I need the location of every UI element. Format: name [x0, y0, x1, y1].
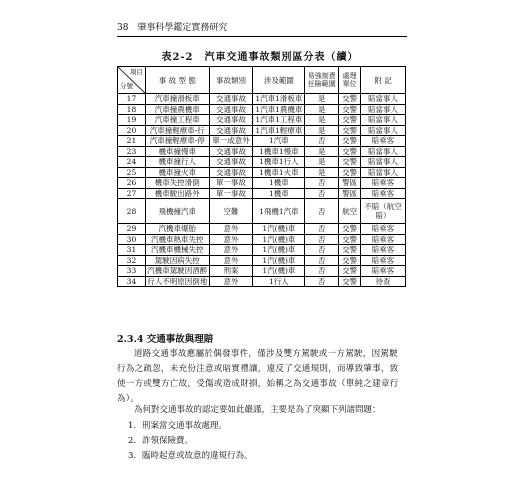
cell-row-number: 24 — [118, 157, 146, 168]
cell-accident-type: 汽車撞滑板車 — [145, 94, 209, 105]
cell-scope: 1汽(機)車 — [253, 255, 305, 266]
cell-handling-unit: 交警 — [339, 266, 361, 277]
cell-remarks: 賠當事人 — [361, 94, 406, 105]
table-row — [118, 178, 406, 189]
cell-accident-type: 汽機車駕駛因酒醉 — [147, 266, 208, 276]
cell-row-number: 21 — [118, 136, 146, 147]
table-row — [118, 276, 406, 287]
table-row — [118, 146, 406, 157]
table-row — [118, 125, 406, 136]
cell-row-number: 18 — [118, 104, 146, 115]
issue-list — [128, 419, 253, 464]
cell-insurance-coverage: 否 — [305, 234, 339, 245]
cell-remarks: 賠乘客 — [361, 245, 406, 256]
table-row — [118, 104, 406, 115]
cell-row-number: 29 — [118, 224, 146, 235]
cell-scope: 1汽車1農機車 — [253, 104, 305, 115]
table-caption: 表2-2 汽車交通事故類別區分表（續） — [161, 52, 359, 63]
cell-row-number: 32 — [118, 255, 146, 266]
cell-scope: 1汽(機)車 — [253, 245, 305, 256]
cell-insurance-coverage: 否 — [305, 224, 339, 235]
cell-scope: 1機車1行人 — [253, 157, 305, 168]
corner-label-bottom: 分號 — [120, 82, 133, 90]
cell-remarks: 賠當事人 — [361, 115, 406, 126]
cell-accident-category: 交通事故 — [209, 167, 253, 178]
cell-row-number: 17 — [118, 94, 146, 105]
cell-handling-unit: 交警 — [339, 167, 361, 178]
cell-insurance-coverage: 否 — [305, 199, 339, 224]
cell-insurance-coverage: 否 — [305, 276, 339, 287]
cell-accident-type: 行人不明原因倒地 — [147, 276, 208, 286]
cell-scope: 1汽(機)車 — [253, 234, 305, 245]
cell-accident-type: 機車駛出路外 — [145, 188, 209, 199]
header-insurance-line2: 任險範圍 — [307, 80, 336, 88]
cell-accident-category: 意外 — [209, 245, 253, 256]
table-row — [118, 115, 406, 126]
cell-insurance-coverage: 是 — [305, 167, 339, 178]
cell-row-number: 31 — [118, 245, 146, 256]
cell-accident-category: 意外 — [209, 255, 253, 266]
cell-scope: 1汽車 — [253, 136, 305, 147]
cell-remarks: 賠乘客 — [361, 178, 406, 189]
cell-accident-type: 機車撞火車 — [145, 167, 209, 178]
cell-handling-unit: 交警 — [339, 125, 361, 136]
cell-accident-category: 空難 — [209, 199, 253, 224]
table-row — [118, 167, 406, 178]
cell-row-number: 28 — [118, 199, 146, 224]
cell-row-number: 20 — [118, 125, 146, 136]
cell-accident-type: 機車撞行人 — [145, 157, 209, 168]
cell-scope: 1汽(機)車 — [253, 266, 305, 277]
cell-remarks: 賠當事人 — [361, 146, 406, 157]
cell-insurance-coverage: 否 — [305, 178, 339, 189]
table-row — [118, 255, 406, 266]
cell-accident-category: 單一事故 — [209, 188, 253, 199]
cell-remarks: 賠乘客 — [361, 234, 406, 245]
cell-handling-unit: 交警 — [339, 104, 361, 115]
cell-scope: 1汽車1滑板車 — [253, 94, 305, 105]
cell-scope: 1汽車1輕療車 — [253, 125, 305, 136]
cell-scope: 1機車 — [253, 188, 305, 199]
table-header-row — [118, 67, 406, 94]
running-title: 肇事科學鑑定實務研究 — [137, 23, 228, 33]
table-body — [118, 94, 406, 287]
table-row — [118, 266, 406, 277]
cell-handling-unit: 交警 — [339, 157, 361, 168]
cell-insurance-coverage: 否 — [305, 188, 339, 199]
cell-handling-unit: 警區 — [339, 188, 361, 199]
cell-handling-unit: 警區 — [339, 178, 361, 189]
cell-remarks: 賠乘客 — [361, 136, 406, 147]
cell-accident-type: 汽機車熱車失控 — [145, 234, 209, 245]
corner-label-top: 項目 — [129, 68, 143, 76]
cell-accident-type: 駕駛因病失控 — [145, 255, 209, 266]
cell-accident-category: 交通事故 — [209, 125, 253, 136]
cell-accident-type: 機車撞慢車 — [145, 146, 209, 157]
cell-remarks: 待查 — [361, 276, 406, 287]
cell-handling-unit: 交警 — [339, 146, 361, 157]
list-item-text: 詐領保險費。 — [142, 436, 194, 446]
list-item-number: 1. — [128, 421, 137, 431]
cell-insurance-coverage: 否 — [305, 255, 339, 266]
cell-accident-category: 刑案 — [209, 266, 253, 277]
running-header — [117, 22, 407, 37]
header-accident-type: 事 故 型 態 — [145, 67, 209, 94]
cell-row-number: 19 — [118, 115, 146, 126]
table-row — [118, 199, 406, 224]
cell-handling-unit: 交警 — [339, 94, 361, 105]
cell-row-number: 23 — [118, 146, 146, 157]
cell-accident-category: 單一事故 — [209, 178, 253, 189]
cell-accident-type: 汽機車機械失控 — [145, 245, 209, 256]
cell-remarks: 賠當事人 — [361, 157, 406, 168]
cell-scope: 1機車1火車 — [253, 167, 305, 178]
cell-handling-unit: 交警 — [339, 276, 361, 287]
cell-handling-unit: 交警 — [339, 245, 361, 256]
cell-accident-category: 意外 — [209, 224, 253, 235]
list-item-number: 3. — [128, 451, 137, 461]
cell-handling-unit: 交警 — [339, 224, 361, 235]
cell-scope: 1機車1慢車 — [253, 146, 305, 157]
cell-accident-category: 意外 — [209, 234, 253, 245]
header-insurance-line1: 易強制責 — [307, 72, 336, 80]
cell-accident-type: 汽機車爆胎 — [145, 224, 209, 235]
cell-handling-unit: 交警 — [339, 136, 361, 147]
table-row — [118, 157, 406, 168]
cell-scope: 1汽車1工程車 — [253, 115, 305, 126]
cell-remarks: 賠當事人 — [361, 104, 406, 115]
cell-row-number: 34 — [118, 276, 146, 287]
cell-remarks: 賠乘客 — [361, 188, 406, 199]
cell-insurance-coverage: 是 — [305, 104, 339, 115]
header-remarks: 附 記 — [361, 67, 406, 94]
cell-accident-type: 飛機撞汽車 — [145, 199, 209, 224]
table-row — [118, 234, 406, 245]
table-row — [118, 224, 406, 235]
table-row — [118, 188, 406, 199]
cell-accident-type: 汽車撞工程車 — [145, 115, 209, 126]
cell-remarks: 賠當事人 — [361, 125, 406, 136]
cell-scope: 1機車 — [253, 178, 305, 189]
cell-accident-category: 交通事故 — [209, 115, 253, 126]
header-handling-unit: 處理單位 — [339, 67, 361, 94]
cell-accident-type: 汽車撞輕療車-停 — [145, 136, 209, 147]
cell-scope: 1行人 — [253, 276, 305, 287]
section-title: 2.3.4 交通事故與理賠 — [117, 334, 214, 345]
header-scope: 涉及範圍 — [253, 67, 305, 94]
cell-remarks: 賠當事人 — [361, 167, 406, 178]
cell-insurance-coverage: 是 — [305, 125, 339, 136]
cell-remarks: 賠乘客 — [361, 255, 406, 266]
cell-accident-category: 交通事故 — [209, 104, 253, 115]
cell-handling-unit: 交警 — [339, 115, 361, 126]
cell-accident-category: 交通事故 — [209, 94, 253, 105]
cell-insurance-coverage: 是 — [305, 146, 339, 157]
cell-accident-category: 交通事故 — [209, 157, 253, 168]
cell-row-number: 27 — [118, 188, 146, 199]
cell-scope: 1飛機1汽車 — [253, 199, 305, 224]
cell-insurance-coverage: 否 — [305, 136, 339, 147]
cell-insurance-coverage: 是 — [305, 115, 339, 126]
cell-insurance-coverage: 是 — [305, 157, 339, 168]
cell-accident-category: 單一或意外 — [209, 136, 253, 147]
list-item-text: 臨時起意或故意的違規行為。 — [142, 451, 253, 461]
cell-remarks: 賠乘客 — [361, 266, 406, 277]
accident-category-table — [117, 66, 406, 287]
body-paragraph-1: 道路交通事故應屬於偶發事件，僅涉及雙方駕駛或一方駕駛，因駕駛行為之疏忽，未充份注意或暗實禮讓，違反了交通規則，而導致肇事，致使一方或雙方亡故，受傷或造成財損，始稱之為交通事故（單純之建章行為）。 — [117, 349, 399, 404]
cell-row-number: 25 — [118, 167, 146, 178]
table-row — [118, 94, 406, 105]
cell-accident-type: 汽車撞農機車 — [145, 104, 209, 115]
list-item — [128, 419, 253, 434]
body-paragraph-2: 為何對交通事故的認定要如此嚴謹，主要是為了突顯下列諸問題： — [134, 405, 381, 415]
cell-row-number: 30 — [118, 234, 146, 245]
table-row — [118, 245, 406, 256]
cell-insurance-coverage: 是 — [305, 94, 339, 105]
header-insurance-coverage — [305, 67, 339, 94]
list-item-text: 刑案當交通事故處理。 — [142, 421, 228, 431]
table-row — [118, 136, 406, 147]
list-item-number: 2. — [128, 436, 137, 446]
corner-header-cell — [118, 67, 146, 94]
list-item — [128, 434, 253, 449]
cell-accident-type: 汽車撞輕療車-行 — [145, 125, 209, 136]
cell-handling-unit: 航空 — [339, 199, 361, 224]
cell-row-number: 26 — [118, 178, 146, 189]
cell-accident-category: 交通事故 — [209, 146, 253, 157]
cell-remarks: 不賠（航空賠） — [361, 199, 406, 224]
cell-row-number: 33 — [118, 266, 146, 277]
page-number: 38 — [117, 23, 129, 33]
cell-insurance-coverage: 否 — [305, 266, 339, 277]
cell-insurance-coverage: 否 — [305, 245, 339, 256]
cell-scope: 1汽(機)車 — [253, 224, 305, 235]
cell-accident-type: 機車失控滑倒 — [145, 178, 209, 189]
cell-handling-unit: 交警 — [339, 234, 361, 245]
list-item — [128, 449, 253, 464]
cell-accident-category: 意外 — [209, 276, 253, 287]
cell-remarks: 賠乘客 — [361, 224, 406, 235]
cell-handling-unit: 交警 — [339, 255, 361, 266]
header-accident-category: 事故類別 — [209, 67, 253, 94]
